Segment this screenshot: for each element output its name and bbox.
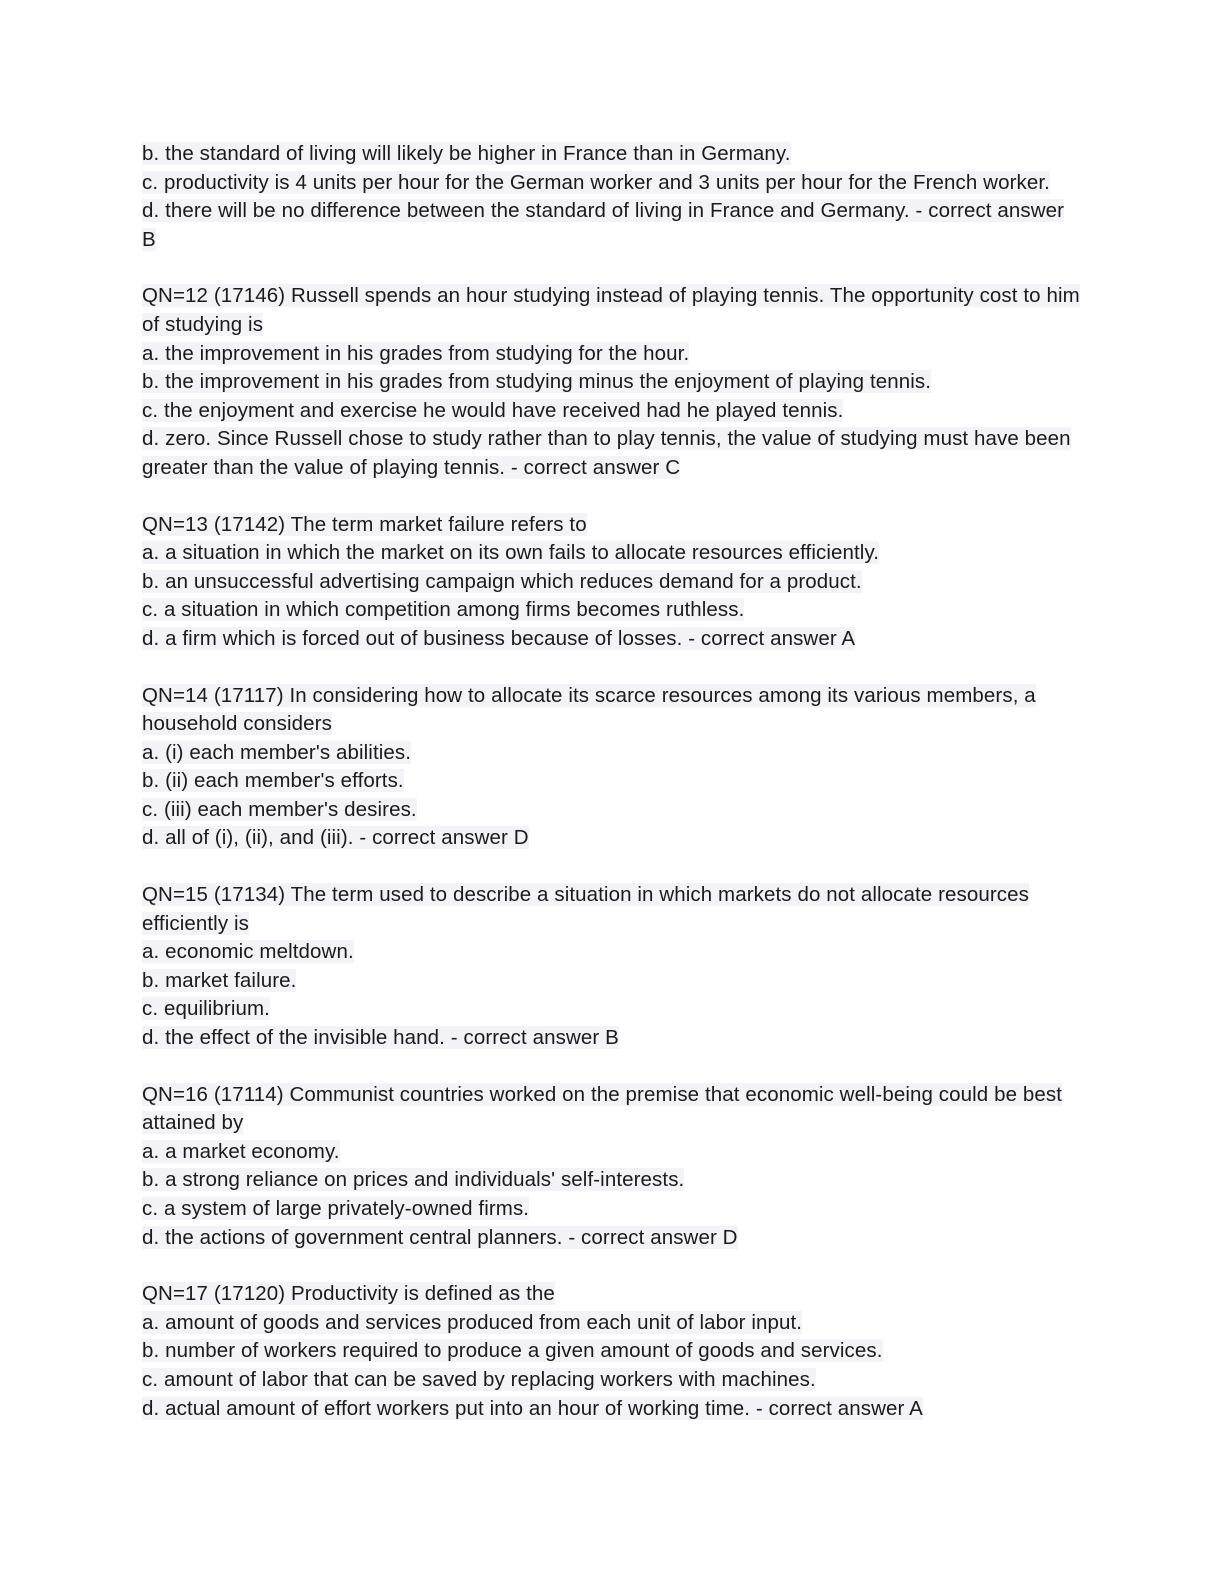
answer-option-d-text: d. all of (i), (ii), and (iii). - correct answer D: [142, 826, 529, 850]
answer-option-a-text: a. (i) each member's abilities.: [142, 740, 412, 764]
answer-option-a: [142, 938, 1082, 967]
answer-option-b: [142, 140, 1082, 169]
document-body: [142, 140, 1082, 1423]
answer-option-c-text: c. equilibrium.: [142, 997, 270, 1021]
answer-option-a-text: a. a market economy.: [142, 1139, 340, 1163]
question-stem-text: QN=12 (17146) Russell spends an hour studying instead of playing tennis. The opportunity cost to him of studying is: [142, 284, 1080, 336]
question-stem-text: QN=13 (17142) The term market failure refers to: [142, 512, 587, 536]
answer-option-c: [142, 1366, 1082, 1395]
answer-option-a-text: a. a situation in which the market on its own fails to allocate resources efficiently.: [142, 541, 880, 565]
question-stem: [142, 511, 1082, 540]
answer-option-a-text: a. amount of goods and services produced from each unit of labor input.: [142, 1310, 803, 1334]
answer-option-c-text: c. (iii) each member's desires.: [142, 797, 417, 821]
answer-option-c-text: c. the enjoyment and exercise he would have received had he played tennis.: [142, 398, 844, 422]
answer-option-d-text: d. zero. Since Russell chose to study rather than to play tennis, the value of studying must have been greater than the value of playing tennis. - correct answer C: [142, 427, 1071, 479]
question-stem-text: QN=16 (17114) Communist countries worked on the premise that economic well-being could be best attained by: [142, 1082, 1063, 1135]
question-stem-text: QN=17 (17120) Productivity is defined as the: [142, 1282, 555, 1306]
question-block: [142, 140, 1082, 254]
answer-option-b-text: b. a strong reliance on prices and individuals' self-interests.: [142, 1168, 685, 1192]
answer-option-c: [142, 796, 1082, 825]
answer-option-d-text: d. actual amount of effort workers put into an hour of working time. - correct answer A: [142, 1396, 923, 1420]
question-block: [142, 282, 1082, 482]
answer-option-b-text: b. market failure.: [142, 968, 297, 992]
question-stem: [142, 1280, 1082, 1309]
answer-option-a-text: a. economic meltdown.: [142, 940, 354, 964]
answer-option-a: [142, 1309, 1082, 1338]
question-stem: [142, 282, 1082, 339]
answer-option-b-text: b. the standard of living will likely be higher in France than in Germany.: [142, 142, 791, 165]
answer-option-d-text: d. the effect of the invisible hand. - correct answer B: [142, 1026, 619, 1050]
answer-option-b: [142, 967, 1082, 996]
answer-option-c-text: c. a system of large privately-owned firms.: [142, 1197, 530, 1220]
answer-option-c: [142, 169, 1082, 198]
answer-option-c-text: c. productivity is 4 units per hour for the German worker and 3 units per hour for the French worker.: [142, 170, 1050, 194]
question-stem: [142, 682, 1082, 739]
question-block: [142, 682, 1082, 854]
answer-option-b-text: b. the improvement in his grades from studying minus the enjoyment of playing tennis.: [142, 370, 932, 394]
question-stem-text: QN=15 (17134) The term used to describe a situation in which markets do not allocate resources efficiently is: [142, 883, 1029, 935]
answer-option-b: [142, 767, 1082, 796]
answer-option-d: [142, 1024, 1082, 1053]
answer-option-c: [142, 397, 1082, 426]
answer-option-c-text: c. a situation in which competition among firms becomes ruthless.: [142, 598, 745, 622]
answer-option-b: [142, 1166, 1082, 1195]
answer-option-d: [142, 625, 1082, 654]
answer-option-d-text: d. the actions of government central planners. - correct answer D: [142, 1225, 738, 1249]
answer-option-d: [142, 1395, 1082, 1424]
question-block: [142, 1280, 1082, 1423]
answer-option-d: [142, 824, 1082, 853]
question-stem: [142, 1081, 1082, 1138]
answer-option-b: [142, 568, 1082, 597]
answer-option-d-text: d. there will be no difference between the standard of living in France and Germany. - correct answer B: [142, 199, 1065, 251]
answer-option-c: [142, 995, 1082, 1024]
answer-option-a: [142, 739, 1082, 768]
answer-option-c: [142, 1195, 1082, 1224]
answer-option-d-text: d. a firm which is forced out of business because of losses. - correct answer A: [142, 626, 856, 650]
answer-option-c-text: c. amount of labor that can be saved by replacing workers with machines.: [142, 1367, 816, 1391]
answer-option-d: [142, 197, 1082, 254]
answer-option-a: [142, 1138, 1082, 1167]
question-block: [142, 881, 1082, 1053]
question-block: [142, 1081, 1082, 1253]
answer-option-d: [142, 1224, 1082, 1253]
answer-option-c: [142, 596, 1082, 625]
answer-option-b: [142, 1337, 1082, 1366]
answer-option-d: [142, 425, 1082, 482]
answer-option-b-text: b. number of workers required to produce a given amount of goods and services.: [142, 1339, 883, 1363]
answer-option-a-text: a. the improvement in his grades from studying for the hour.: [142, 341, 690, 365]
answer-option-a: [142, 340, 1082, 369]
answer-option-b-text: b. an unsuccessful advertising campaign which reduces demand for a product.: [142, 569, 862, 593]
question-stem-text: QN=14 (17117) In considering how to allocate its scarce resources among its various members, a household considers: [142, 683, 1036, 736]
answer-option-b-text: b. (ii) each member's efforts.: [142, 769, 404, 793]
answer-option-b: [142, 368, 1082, 397]
answer-option-a: [142, 539, 1082, 568]
question-stem: [142, 881, 1082, 938]
question-block: [142, 511, 1082, 654]
